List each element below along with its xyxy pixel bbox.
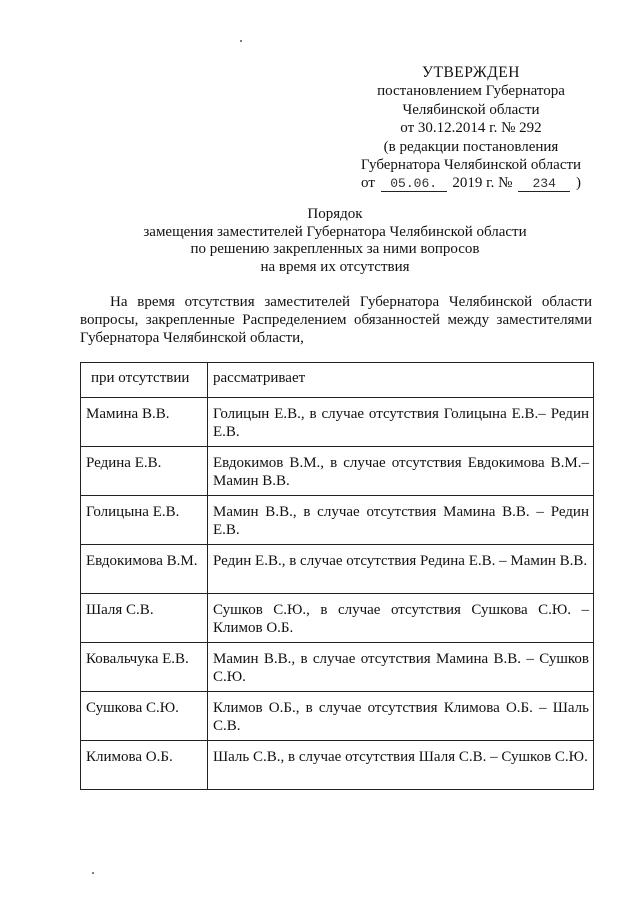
table-row bbox=[81, 692, 594, 741]
substitution-table bbox=[80, 362, 594, 790]
cell-substitute: Климов О.Б., в случае отсутствия Климова О.Б. – Шаль С.В. bbox=[208, 692, 594, 741]
cell-absent: Редина Е.В. bbox=[81, 447, 208, 496]
table-row bbox=[81, 741, 594, 790]
cell-substitute: Голицын Е.В., в случае отсутствия Голицына Е.В.– Редин Е.В. bbox=[208, 398, 594, 447]
approval-amendment-line bbox=[340, 174, 602, 192]
table-row bbox=[81, 447, 594, 496]
document-title bbox=[80, 206, 590, 276]
cell-absent: Климова О.Б. bbox=[81, 741, 208, 790]
cell-absent: Голицына Е.В. bbox=[81, 496, 208, 545]
amendment-date: 05.06. bbox=[381, 177, 447, 192]
table-header-row bbox=[81, 363, 594, 398]
approval-heading: УТВЕРЖДЕН bbox=[422, 64, 520, 81]
table-row bbox=[81, 496, 594, 545]
table-row bbox=[81, 643, 594, 692]
cell-substitute: Редин Е.В., в случае отсутствия Редина Е.В. – Мамин В.В. bbox=[208, 545, 594, 594]
title-line: по решению закрепленных за ними вопросов bbox=[190, 241, 480, 258]
cell-substitute: Евдокимов В.М., в случае отсутствия Евдокимова В.М.– Мамин В.В. bbox=[208, 447, 594, 496]
amendment-year: 2019 г. № bbox=[452, 175, 513, 192]
intro-paragraph: На время отсутствия заместителей Губернатора Челябинской области вопросы, закрепленные Распределением обязанностей между заместителями Губернатора Челябинской области, bbox=[80, 294, 592, 346]
header-substitute: рассматривает bbox=[208, 363, 594, 398]
table-row bbox=[81, 545, 594, 594]
cell-absent: Ковальчука Е.В. bbox=[81, 643, 208, 692]
amendment-number: 234 bbox=[518, 177, 570, 192]
table-row bbox=[81, 594, 594, 643]
cell-absent: Евдокимова В.М. bbox=[81, 545, 208, 594]
title-line: Порядок bbox=[307, 206, 363, 222]
cell-substitute: Мамин В.В., в случае отсутствия Мамина В.В. – Сушков С.Ю. bbox=[208, 643, 594, 692]
cell-absent: Сушкова С.Ю. bbox=[81, 692, 208, 741]
header-absent: при отсутствии bbox=[81, 363, 208, 398]
title-line: замещения заместителей Губернатора Челябинской области bbox=[143, 223, 527, 240]
cell-absent: Шаля С.В. bbox=[81, 594, 208, 643]
approval-stamp-block bbox=[340, 64, 602, 193]
title-line: на время их отсутствия bbox=[260, 258, 410, 275]
cell-substitute: Мамин В.В., в случае отсутствия Мамина В.В. – Редин Е.В. bbox=[208, 496, 594, 545]
scan-speck bbox=[240, 40, 242, 42]
amendment-suffix: ) bbox=[575, 175, 581, 192]
cell-substitute: Сушков С.Ю., в случае отсутствия Сушкова С.Ю. – Климов О.Б. bbox=[208, 594, 594, 643]
cell-absent: Мамина В.В. bbox=[81, 398, 208, 447]
scan-speck bbox=[92, 872, 94, 874]
approval-line: Челябинской области bbox=[402, 101, 540, 118]
cell-substitute: Шаль С.В., в случае отсутствия Шаля С.В. – Сушков С.Ю. bbox=[208, 741, 594, 790]
approval-line: (в редакции постановления bbox=[383, 138, 559, 155]
approval-line: постановлением Губернатора bbox=[377, 83, 565, 100]
approval-line: от 30.12.2014 г. № 292 bbox=[400, 120, 542, 137]
approval-line: Губернатора Челябинской области bbox=[360, 157, 582, 174]
table-row bbox=[81, 398, 594, 447]
amendment-prefix: от bbox=[361, 175, 375, 192]
